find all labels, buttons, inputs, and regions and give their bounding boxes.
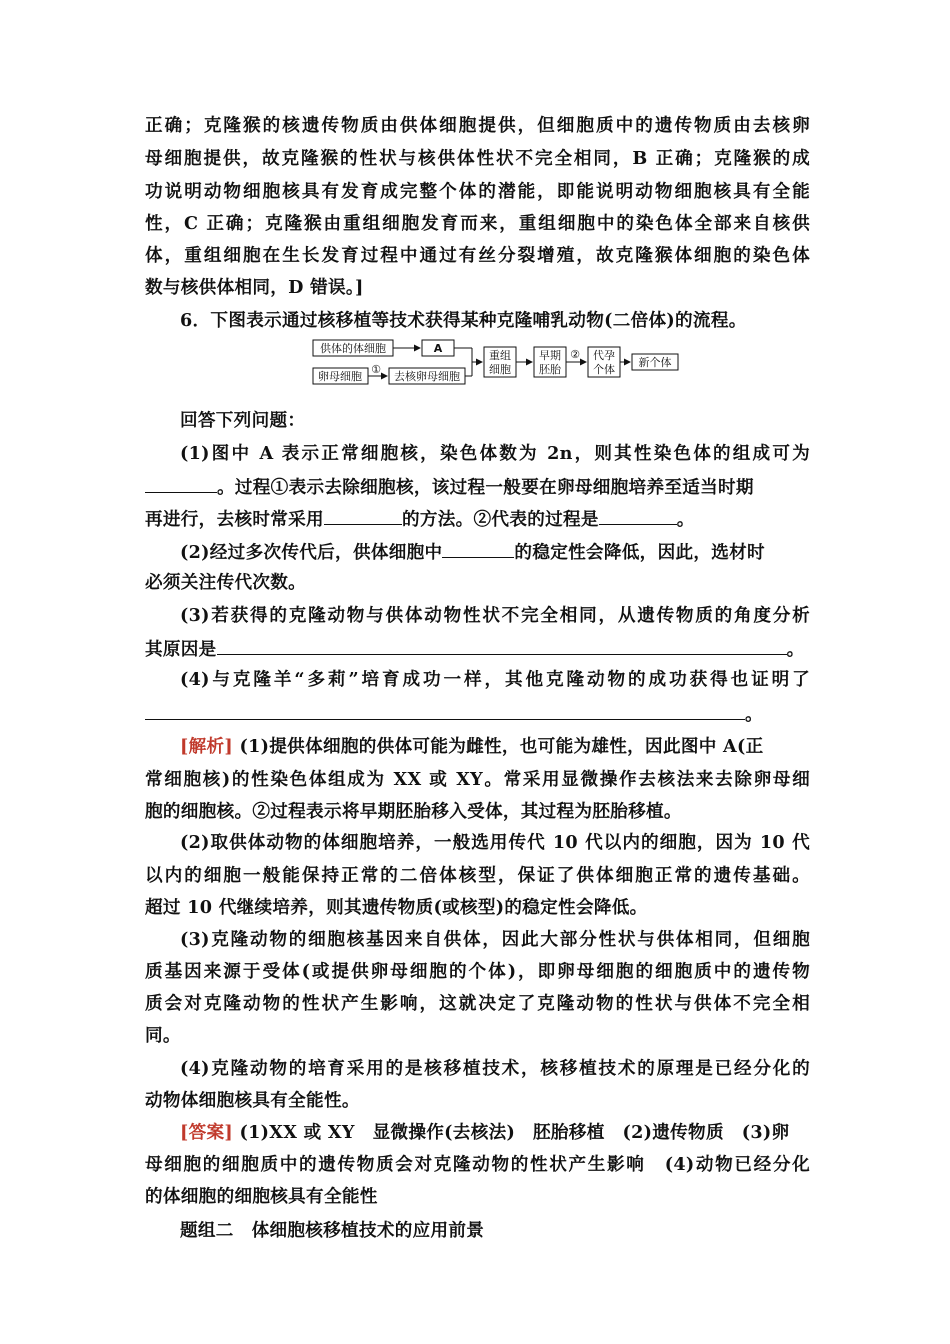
enucleated-label: 去核卵母细胞 — [394, 370, 460, 383]
question-stem: 6．下图表示通过核移植等技术获得某种克隆哺乳动物(二倍体)的流程。 — [180, 310, 747, 331]
text-line: 体，重组细胞在生长发育过程中通过有丝分裂增殖，故克隆猴体细胞的染色体 — [145, 245, 810, 266]
analysis-line: [解析] (1)提供体细胞的供体可能为雌性，也可能为雄性，因此图中 A(正 — [180, 736, 764, 757]
answer-line: 母细胞的细胞质中的遗传物质会对克隆动物的性状产生影响 (4)动物已经分化 — [145, 1154, 810, 1175]
question-prompt: 回答下列问题： — [180, 410, 306, 431]
answer-blank — [442, 539, 514, 558]
answer-blank — [599, 506, 677, 525]
embryo-label-1: 早期 — [539, 349, 561, 362]
analysis-line: (2)取供体动物的体细胞培养，一般选用传代 10 代以内的细胞，因为 10 代 — [180, 832, 810, 853]
answer-tag: [答案] — [180, 1122, 234, 1143]
analysis-line: 常细胞核)的性染色体组成为 XX 或 XY。常采用显微操作去核法来去除卵母细 — [145, 769, 810, 790]
surrogate-label-1: 代孕 — [593, 349, 615, 362]
answer-blank — [145, 474, 217, 493]
a-label: A — [433, 342, 443, 355]
flow-diagram — [312, 339, 682, 387]
analysis-line: (4)克隆动物的培育采用的是核移植技术，核移植技术的原理是已经分化的 — [180, 1058, 810, 1079]
question-3: (3)若获得的克隆动物与供体动物性状不完全相同，从遗传物质的角度分析 — [180, 605, 810, 626]
answer-blank — [145, 701, 745, 720]
analysis-line: (3)克隆动物的细胞核基因来自供体，因此大部分性状与供体相同，但细胞 — [180, 929, 810, 950]
section-heading: 题组二 体细胞核移植技术的应用前景 — [180, 1220, 485, 1241]
question-2-cont: 必须关注传代次数。 — [145, 572, 307, 593]
text-line: 母细胞提供，故克隆猴的性状与核供体性状不完全相同，B 正确；克隆猴的成 — [145, 148, 810, 169]
text-line: 性，C 正确；克隆猴由重组细胞发育而来，重组细胞中的染色体全部来自核供 — [145, 213, 810, 234]
analysis-line: 超过 10 代继续培养，则其遗传物质(或核型)的稳定性会降低。 — [145, 897, 648, 918]
step2-label: ② — [570, 348, 580, 361]
oocyte-label: 卵母细胞 — [318, 370, 362, 383]
answer-blank — [324, 506, 402, 525]
analysis-line: 质会对克隆动物的性状产生影响，这就决定了克隆动物的性状与供体不完全相 — [145, 993, 810, 1014]
new-individual-label: 新个体 — [638, 356, 672, 369]
answer-line: 的体细胞的细胞核具有全能性 — [145, 1186, 378, 1207]
analysis-line: 质基因来源于受体(或提供卵母细胞的个体)，即卵母细胞的细胞质中的遗传物 — [145, 961, 810, 982]
question-4-cont: 。 — [145, 701, 810, 727]
question-1-cont: 再进行，去核时常采用 的方法。②代表的过程是 。 — [145, 506, 810, 532]
answer-line: [答案] (1)XX 或 XY 显微操作(去核法) 胚胎移植 (2)遗传物质 (3)卵 — [180, 1122, 790, 1143]
text-line: 功说明动物细胞核具有发育成完整个体的潜能，即能说明动物细胞核具有全能 — [145, 181, 810, 202]
question-2: (2)经过多次传代后，供体细胞中 的稳定性会降低，因此，选材时 — [180, 539, 810, 565]
analysis-line: 动物体细胞核具有全能性。 — [145, 1090, 360, 1111]
question-4: (4)与克隆羊“多莉”培育成功一样，其他克隆动物的成功获得也证明了 — [180, 669, 810, 690]
analysis-line: 胞的细胞核。②过程表示将早期胚胎移入受体，其过程为胚胎移植。 — [145, 801, 682, 822]
question-1: (1)图中 A 表示正常细胞核，染色体数为 2n，则其性染色体的组成可为 — [180, 443, 810, 464]
analysis-line: 以内的细胞一般能保持正常的二倍体核型，保证了供体细胞正常的遗传基础。 — [145, 865, 810, 886]
recombined-label-2: 细胞 — [489, 363, 511, 376]
donor-cell-label: 供体的体细胞 — [320, 342, 386, 355]
text-line: 数与核供体相同，D 错误。] — [145, 277, 364, 298]
question-3-cont: 其原因是 。 — [145, 636, 810, 662]
surrogate-label-2: 个体 — [593, 363, 615, 376]
analysis-line: 同。 — [145, 1025, 181, 1046]
embryo-label-2: 胚胎 — [539, 363, 561, 376]
analysis-tag: [解析] — [180, 736, 234, 757]
answer-blank — [217, 636, 787, 655]
recombined-label-1: 重组 — [489, 349, 511, 362]
step1-label: ① — [371, 363, 381, 376]
question-1-cont: 。过程①表示去除细胞核，该过程一般要在卵母细胞培养至适当时期 — [145, 474, 810, 500]
text-line: 正确；克隆猴的核遗传物质由供体细胞提供，但细胞质中的遗传物质由去核卵 — [145, 115, 810, 136]
